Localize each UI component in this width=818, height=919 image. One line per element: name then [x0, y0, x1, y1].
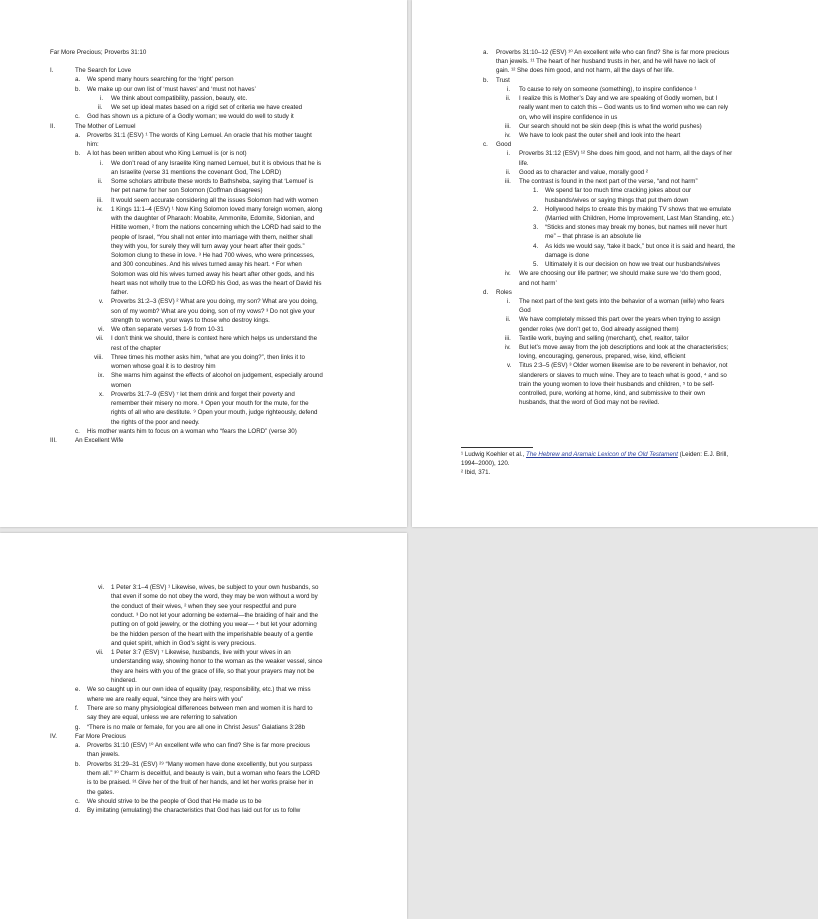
- outline-marker: b.: [75, 760, 81, 768]
- outline-marker: iii.: [505, 178, 511, 186]
- outline-text-line: The Mother of Lemuel: [75, 122, 136, 130]
- outline-text-line: train the young women to love their husbands and children, ⁵ to be self-: [519, 380, 715, 388]
- outline-text-line: say they are equal, unless we are referring to salvation: [87, 714, 237, 722]
- outline-text-line: Good: [496, 141, 512, 149]
- outline-text-line: them all.” ³⁰ Charm is deceitful, and beauty is vain, but a woman who fears the LORD: [87, 770, 320, 777]
- outline-marker: a.: [75, 131, 81, 139]
- outline-marker: i.: [100, 159, 104, 167]
- outline-text-line: really want men to catch this – God wants us to find women who we can rely: [519, 104, 729, 112]
- outline-marker: v.: [99, 298, 104, 306]
- outline-text-line: where we are really equal, “since they are heirs with you”: [87, 695, 244, 703]
- outline-text-line: Proverbs 31:10–12 (ESV) ¹⁰ An excellent wife who can find? She is far more precious: [496, 49, 730, 56]
- outline-text-line: hindered.: [111, 677, 137, 684]
- outline-text-line: son of my womb? What are you doing, son of my vows? ³ Do not give your: [111, 307, 315, 315]
- outline-text-line: Some scholars attribute these words to Bathsheba, saying that ‘Lemuel’ is: [111, 178, 314, 185]
- outline-marker: II.: [50, 122, 56, 130]
- outline-marker: iii.: [505, 334, 511, 342]
- outline-text-line: be the hidden person of the heart with the imperishable beauty of a gentle: [111, 630, 313, 638]
- outline-marker: iv.: [97, 205, 103, 213]
- outline-marker: i.: [100, 94, 104, 102]
- outline-text-line: Proverbs 31:2–3 (ESV) ² What are you doing, my son? What are you doing,: [111, 298, 318, 306]
- outline-text-line: life.: [519, 159, 529, 167]
- outline-marker: vii.: [96, 649, 104, 657]
- outline-marker: v.: [507, 362, 512, 370]
- outline-marker: i.: [507, 150, 511, 158]
- outline-text-line: they with you, for surely they will turn away your heart after their gods.”: [111, 242, 305, 250]
- outline-text-line: gain. ¹² She does him good, and not harm, all the days of her life.: [496, 67, 674, 75]
- outline-text-line: We set up ideal mates based on a rigid set of criteria we have created: [111, 104, 303, 111]
- outline-text-line: than jewels.: [87, 751, 120, 759]
- outline-text-line: father.: [111, 289, 129, 296]
- outline-text-line: We should strive to be the people of God that He made us to be: [87, 797, 262, 805]
- outline-text-line: loving, encouraging, generous, prepared, wise, kind, efficient: [519, 353, 686, 361]
- outline-marker: iv.: [505, 131, 511, 139]
- outline-text-line: than jewels. ¹¹ The heart of her husband trusts in her, and he will have no lack of: [496, 58, 716, 66]
- outline-text-line: gender roles (we don’t get to, God already assigned them): [519, 325, 679, 333]
- outline-marker: 2.: [533, 205, 539, 213]
- outline-marker: viii.: [94, 353, 103, 361]
- footnote-separator: [461, 447, 533, 448]
- outline-text-line: We have to look past the outer shell and look into the heart: [519, 131, 681, 139]
- outline-marker: I.: [50, 67, 54, 74]
- outline-text-line: and not harm’: [519, 279, 557, 287]
- outline-text-line: rights of all who are destitute. ⁹ Open your mouth, judge righteously, defend: [111, 409, 318, 417]
- outline-marker: b.: [75, 85, 81, 93]
- outline-marker: III.: [50, 437, 57, 444]
- outline-text-line: husbands/wives or saying things that put them down: [545, 196, 689, 204]
- outline-text-line: 1 Peter 3:7 (ESV) ⁷ Likewise, husbands, live with your wives in an: [111, 649, 291, 657]
- outline-marker: b.: [75, 150, 81, 158]
- outline-text-line: The next part of the text gets into the behavior of a woman (wife) who fears: [519, 297, 725, 305]
- outline-marker: c.: [483, 141, 488, 149]
- footnote-1-title: The Hebrew and Aramaic Lexicon of the Old Testament: [526, 451, 678, 458]
- outline-marker: c.: [75, 113, 80, 121]
- outline-marker: a.: [75, 76, 81, 84]
- outline-text-line: God: [519, 307, 531, 315]
- outline-text-line: remember their misery no more. ⁸ Open your mouth for the mute, for the: [111, 400, 309, 407]
- outline-text-line: We spend many hours searching for the ‘right’ person: [87, 76, 234, 84]
- outline-text-line: women: [111, 381, 131, 389]
- outline-marker: b.: [483, 76, 489, 84]
- outline-text-line: An Excellent Wife: [75, 437, 124, 444]
- footnote-1-suffix: (Leiden: E.J. Brill,: [677, 451, 729, 458]
- outline-text-line: To cause to rely on someone (something), to inspire confidence ¹: [519, 85, 697, 93]
- outline-text-line: God has shown us a picture of a Godly woman; we would do well to study it: [87, 113, 294, 121]
- outline-marker: ii.: [506, 316, 511, 324]
- outline-text-line: We make up our own list of ‘must haves’ and ‘must not haves’: [87, 85, 256, 93]
- outline-marker: e.: [75, 686, 81, 694]
- outline-text-line: Textile work, buying and selling (merchant), chef, realtor, tailor: [519, 334, 689, 342]
- outline-text-line: Hollywood helps to create this by making TV shows that we emulate: [545, 205, 732, 213]
- outline-text-line: (Married with Children, Home Improvement, Last Man Standing, etc.): [545, 214, 734, 222]
- outline-text-line: She warns him against the effects of alcohol on judgement, especially around: [111, 372, 323, 380]
- outline-marker: ii.: [506, 95, 511, 103]
- outline-text-line: I don’t think we should, there is context here which helps us understand the: [111, 335, 318, 343]
- outline-marker: f.: [75, 704, 79, 712]
- document-page-3: [0, 533, 407, 919]
- footnote-1: [461, 451, 728, 459]
- outline-marker: IV.: [50, 732, 57, 740]
- outline-marker: i.: [507, 85, 511, 93]
- outline-marker: ix.: [98, 372, 105, 380]
- outline-marker: 1.: [533, 187, 539, 195]
- outline-text-line: and 300 concubines. And his wives turned away his heart. ⁴ For when: [111, 261, 302, 269]
- outline-text-line: The contrast is found in the next part of the verse, “and not harm”: [519, 178, 698, 186]
- outline-text-line: Proverbs 31:1 (ESV) ¹ The words of King Lemuel. An oracle that his mother taught: [87, 131, 312, 139]
- outline-text-line: rest of the chapter: [111, 344, 161, 352]
- outline-text-line: Trust: [496, 76, 510, 84]
- outline-text-line: is to be praised. ³¹ Give her of the fruit of her hands, and let her works praise her in: [87, 779, 314, 787]
- outline-marker: a.: [483, 49, 489, 56]
- outline-text-line: “Sticks and stones may break my bones, but names will never hurt: [545, 224, 727, 232]
- outline-text-line: her pet name for her son Solomon (Coffman disagrees): [111, 187, 263, 195]
- outline-marker: 4.: [533, 242, 539, 250]
- outline-text-line: Ultimately it is our decision on how we treat our husbands/wives: [545, 261, 721, 269]
- outline-marker: x.: [99, 390, 104, 398]
- outline-text-line: an Israelite (verse 31 mentions the covenant God, The LORD): [111, 168, 282, 176]
- outline-text-line: heart was not wholly true to the LORD his God, as was the heart of David his: [111, 279, 322, 287]
- outline-text-line: the gates.: [87, 788, 115, 796]
- outline-marker: vi.: [98, 584, 105, 591]
- outline-text-line: that even if some do not obey the word, they may be won without a word by: [111, 593, 318, 601]
- outline-text-line: His mother wants him to focus on a woman who “fears the LORD” (verse 30): [87, 427, 297, 435]
- outline-text-line: the rights of the poor and needy.: [111, 418, 200, 426]
- outline-text-line: Solomon was old his wives turned away his heart after other gods, and his: [111, 270, 315, 278]
- outline-marker: vi.: [98, 326, 105, 333]
- outline-text-line: understanding way, showing honor to the woman as the weaker vessel, since: [111, 658, 323, 666]
- outline-text-line: and quiet spirit, which in God’s sight is very precious.: [111, 639, 257, 647]
- outline-marker: g.: [75, 723, 81, 731]
- document-page-2: [412, 0, 818, 527]
- outline-text-line: damage is done: [545, 251, 590, 259]
- outline-text-line: Three times his mother asks him, “what are you doing?”, then links it to: [111, 353, 305, 361]
- document-title: Far More Precious; Proverbs 31:10: [50, 49, 147, 56]
- outline-text-line: Our search should not be skin deep (this is what the world pushes): [519, 122, 702, 130]
- outline-text-line: they are heirs with you of the grace of life, so that your prayers may not be: [111, 667, 315, 675]
- outline-text-line: 1 Peter 3:1–4 (ESV) ¹ Likewise, wives, be subject to your own husbands, so: [111, 584, 319, 591]
- outline-marker: d.: [483, 288, 489, 296]
- outline-text-line: on, who will inspire confidence in us: [519, 113, 618, 121]
- outline-marker: iv.: [505, 344, 511, 352]
- outline-text-line: “There is no male or female, for you are all one in Christ Jesus” Galatians 3:28b: [87, 723, 306, 731]
- outline-marker: iv.: [505, 270, 511, 278]
- outline-text-line: Hittite women, ² from the nations concerning which the LORD had said to the: [111, 224, 322, 232]
- outline-text-line: conduct. ³ Do not let your adorning be external—the braiding of hair and the: [111, 611, 319, 619]
- outline-text-line: Roles: [496, 288, 512, 296]
- outline-text-line: Good as to character and value, morally good ²: [519, 168, 648, 176]
- outline-text-line: people of Israel, “You shall not enter into marriage with them, neither shall: [111, 233, 313, 241]
- document-page-1: [0, 0, 407, 527]
- outline-text-line: me” – that phrase is an absolute lie: [545, 233, 642, 241]
- outline-text-line: Proverbs 31:7–9 (ESV) ⁷ let them drink and forget their poverty and: [111, 390, 295, 398]
- outline-marker: vii.: [96, 335, 104, 343]
- outline-text-line: The Search for Love: [75, 67, 132, 74]
- outline-text-line: We so caught up in our own idea of equality (pay, responsibility, etc.) that we miss: [87, 686, 311, 694]
- outline-text-line: As kids we would say, “take it back,” but once it is said and heard, the: [545, 242, 736, 250]
- outline-text-line: We have completely missed this part over the years when trying to assign: [519, 316, 721, 324]
- outline-text-line: We spend far too much time cracking jokes about our: [545, 187, 692, 195]
- outline-text-line: with the daughter of Pharaoh: Moabite, Ammonite, Edomite, Sidonian, and: [111, 215, 315, 222]
- outline-text-line: Proverbs 31:10 (ESV) ¹⁰ An excellent wife who can find? She is far more precious: [87, 742, 310, 750]
- outline-marker: i.: [507, 297, 511, 305]
- outline-marker: c.: [75, 797, 80, 805]
- outline-marker: c.: [75, 427, 80, 435]
- outline-text-line: Titus 2:3–5 (ESV) ³ Older women likewise are to be reverent in behavior, not: [519, 362, 728, 370]
- footnote-2: ² Ibid, 371.: [461, 469, 491, 476]
- outline-marker: ii.: [506, 168, 511, 176]
- outline-text-line: the conduct of their wives, ² when they see your respectful and pure: [111, 602, 297, 610]
- footnote-1-prefix: ¹ Ludwig Koehler et al.,: [461, 451, 527, 458]
- outline-text-line: strength to women, your ways to those who destroy kings.: [111, 316, 270, 324]
- outline-marker: d.: [75, 807, 81, 815]
- outline-text-line: We think about compatibility, passion, beauty, etc.: [111, 94, 248, 102]
- outline-text-line: husbands, that the word of God may not be reviled.: [519, 399, 660, 407]
- outline-text-line: There are so many physiological differences between men and women it is hard to: [87, 704, 313, 712]
- outline-text-line: slanderers or slaves to much wine. They are to teach what is good, ⁴ and so: [519, 371, 727, 379]
- outline-text-line: By imitating (emulating) the characteristics that God has laid out for us to follw: [87, 807, 301, 815]
- outline-text-line: Proverbs 31:29–31 (ESV) ²⁹ “Many women have done excellently, but you surpass: [87, 760, 313, 768]
- outline-text-line: 1 Kings 11:1–4 (ESV) ¹ Now King Solomon loved many foreign women, along: [111, 205, 323, 213]
- outline-marker: 3.: [533, 224, 539, 232]
- outline-marker: iii.: [97, 196, 103, 204]
- outline-text-line: We don’t read of any Israelite King named Lemuel, but it is obvious that he is: [111, 159, 322, 167]
- outline-text-line: Far More Precious: [75, 732, 126, 740]
- outline-text-line: controlled, pure, working at home, kind, and submissive to their own: [519, 390, 706, 398]
- outline-text-line: Solomon clung to these in love. ³ He had 700 wives, who were princesses,: [111, 252, 315, 259]
- outline-text-line: We are choosing our life partner; we should make sure we ‘do them good,: [519, 270, 722, 278]
- outline-text-line: putting on of gold jewelry, or the clothing you wear— ⁴ but let your adorning: [111, 621, 317, 629]
- outline-marker: ii.: [98, 104, 103, 111]
- outline-text-line: I realize this is Mother’s Day and we are speaking of Godly women, but I: [519, 95, 718, 103]
- outline-text-line: We often separate verses 1-9 from 10-31: [111, 326, 224, 333]
- outline-text-line: Proverbs 31:12 (ESV) ¹² She does him good, and not harm, all the days of her: [519, 150, 733, 158]
- footnote-1-line-2: 1994–2000), 120.: [461, 460, 510, 467]
- outline-text-line: It would seem accurate considering all the issues Solomon had with women: [111, 196, 319, 204]
- outline-marker: ii.: [98, 178, 103, 185]
- outline-text-line: women whose goal it is to destroy him: [111, 363, 216, 370]
- outline-text-line: A lot has been written about who King Lemuel is (or is not): [87, 150, 247, 158]
- outline-marker: a.: [75, 742, 81, 750]
- outline-marker: 5.: [533, 261, 539, 269]
- outline-text-line: him:: [87, 141, 99, 148]
- outline-marker: iii.: [505, 122, 511, 130]
- outline-text-line: But let’s move away from the job descriptions and look at the characteristics;: [519, 344, 729, 352]
